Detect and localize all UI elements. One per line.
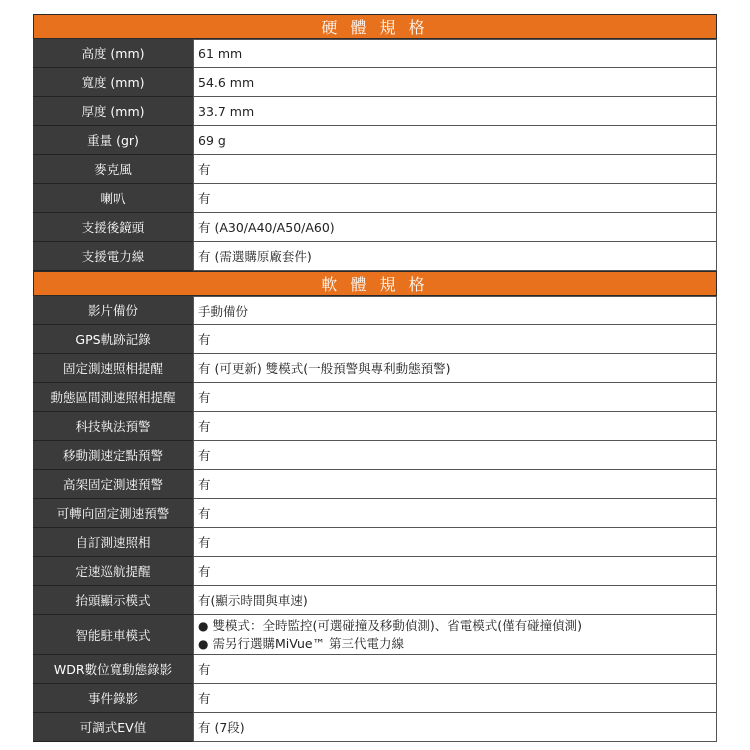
spec-value: 有: [193, 441, 717, 470]
spec-label: 事件錄影: [33, 684, 193, 713]
spec-row: [33, 412, 717, 441]
spec-row: [33, 68, 717, 97]
software-section-title: 軟 體 規 格: [33, 271, 717, 296]
spec-value: 61 mm: [193, 39, 717, 68]
spec-label: 可調式EV值: [33, 713, 193, 742]
hardware-rows: [33, 39, 717, 271]
spec-value: 有: [193, 557, 717, 586]
spec-value: 69 g: [193, 126, 717, 155]
spec-row: [33, 528, 717, 557]
spec-label: WDR數位寬動態錄影: [33, 655, 193, 684]
spec-value: 有: [193, 383, 717, 412]
spec-label: 喇叭: [33, 184, 193, 213]
hardware-section-title: 硬 體 規 格: [33, 14, 717, 39]
spec-label: 移動測速定點預警: [33, 441, 193, 470]
spec-label: 智能駐車模式: [33, 615, 193, 655]
spec-row: [33, 586, 717, 615]
spec-label: 定速巡航提醒: [33, 557, 193, 586]
spec-row: [33, 126, 717, 155]
spec-row: [33, 155, 717, 184]
spec-row: [33, 557, 717, 586]
spec-label: 厚度 (mm): [33, 97, 193, 126]
spec-row: [33, 354, 717, 383]
spec-label: 支援電力線: [33, 242, 193, 271]
spec-label: 高度 (mm): [33, 39, 193, 68]
spec-value: 有 (需選購原廠套件): [193, 242, 717, 271]
spec-row: [33, 655, 717, 684]
spec-row: [33, 441, 717, 470]
spec-value: 有: [193, 184, 717, 213]
spec-label: 重量 (gr): [33, 126, 193, 155]
bullet-item: [198, 617, 716, 635]
spec-value: [193, 615, 717, 655]
spec-label: 抬頭顯示模式: [33, 586, 193, 615]
spec-row: [33, 184, 717, 213]
spec-label: 可轉向固定測速預警: [33, 499, 193, 528]
bullet-item: [198, 635, 716, 653]
spec-row: [33, 97, 717, 126]
spec-value: 有 (可更新) 雙模式(一般預警與專利動態預警): [193, 354, 717, 383]
spec-label: GPS軌跡記錄: [33, 325, 193, 354]
spec-label: 動態區間測速照相提醒: [33, 383, 193, 412]
spec-value: 有: [193, 684, 717, 713]
spec-row: [33, 325, 717, 354]
spec-label: 麥克風: [33, 155, 193, 184]
spec-value: 有: [193, 325, 717, 354]
spec-label: 高架固定測速預警: [33, 470, 193, 499]
spec-label: 自訂測速照相: [33, 528, 193, 557]
spec-label: 支援後鏡頭: [33, 213, 193, 242]
spec-row: [33, 39, 717, 68]
spec-row: [33, 470, 717, 499]
spec-row: [33, 615, 717, 655]
spec-row: [33, 499, 717, 528]
bullet-icon: ●: [198, 636, 209, 651]
spec-label: 科技執法預警: [33, 412, 193, 441]
software-rows: [33, 296, 717, 742]
spec-value: 有: [193, 499, 717, 528]
spec-row: [33, 296, 717, 325]
spec-value: 33.7 mm: [193, 97, 717, 126]
spec-value: 54.6 mm: [193, 68, 717, 97]
spec-value: 有 (A30/A40/A50/A60): [193, 213, 717, 242]
spec-value: 有: [193, 412, 717, 441]
spec-value: 有: [193, 528, 717, 557]
bullet-text: 雙模式：全時監控(可選碰撞及移動偵測)、省電模式(僅有碰撞偵測): [212, 617, 582, 633]
spec-value: 有: [193, 155, 717, 184]
bullet-text: 需另行選購MiVue™ 第三代電力線: [212, 635, 405, 651]
spec-row: [33, 713, 717, 742]
spec-value: 有 (7段): [193, 713, 717, 742]
spec-value: 有: [193, 655, 717, 684]
spec-row: [33, 213, 717, 242]
spec-table: [33, 14, 717, 742]
spec-row: [33, 242, 717, 271]
spec-label: 固定測速照相提醒: [33, 354, 193, 383]
spec-value: 有: [193, 470, 717, 499]
spec-label: 影片備份: [33, 296, 193, 325]
bullet-icon: ●: [198, 618, 209, 633]
spec-value: 手動備份: [193, 296, 717, 325]
spec-label: 寬度 (mm): [33, 68, 193, 97]
spec-row: [33, 684, 717, 713]
spec-value: 有(顯示時間與車速): [193, 586, 717, 615]
spec-row: [33, 383, 717, 412]
